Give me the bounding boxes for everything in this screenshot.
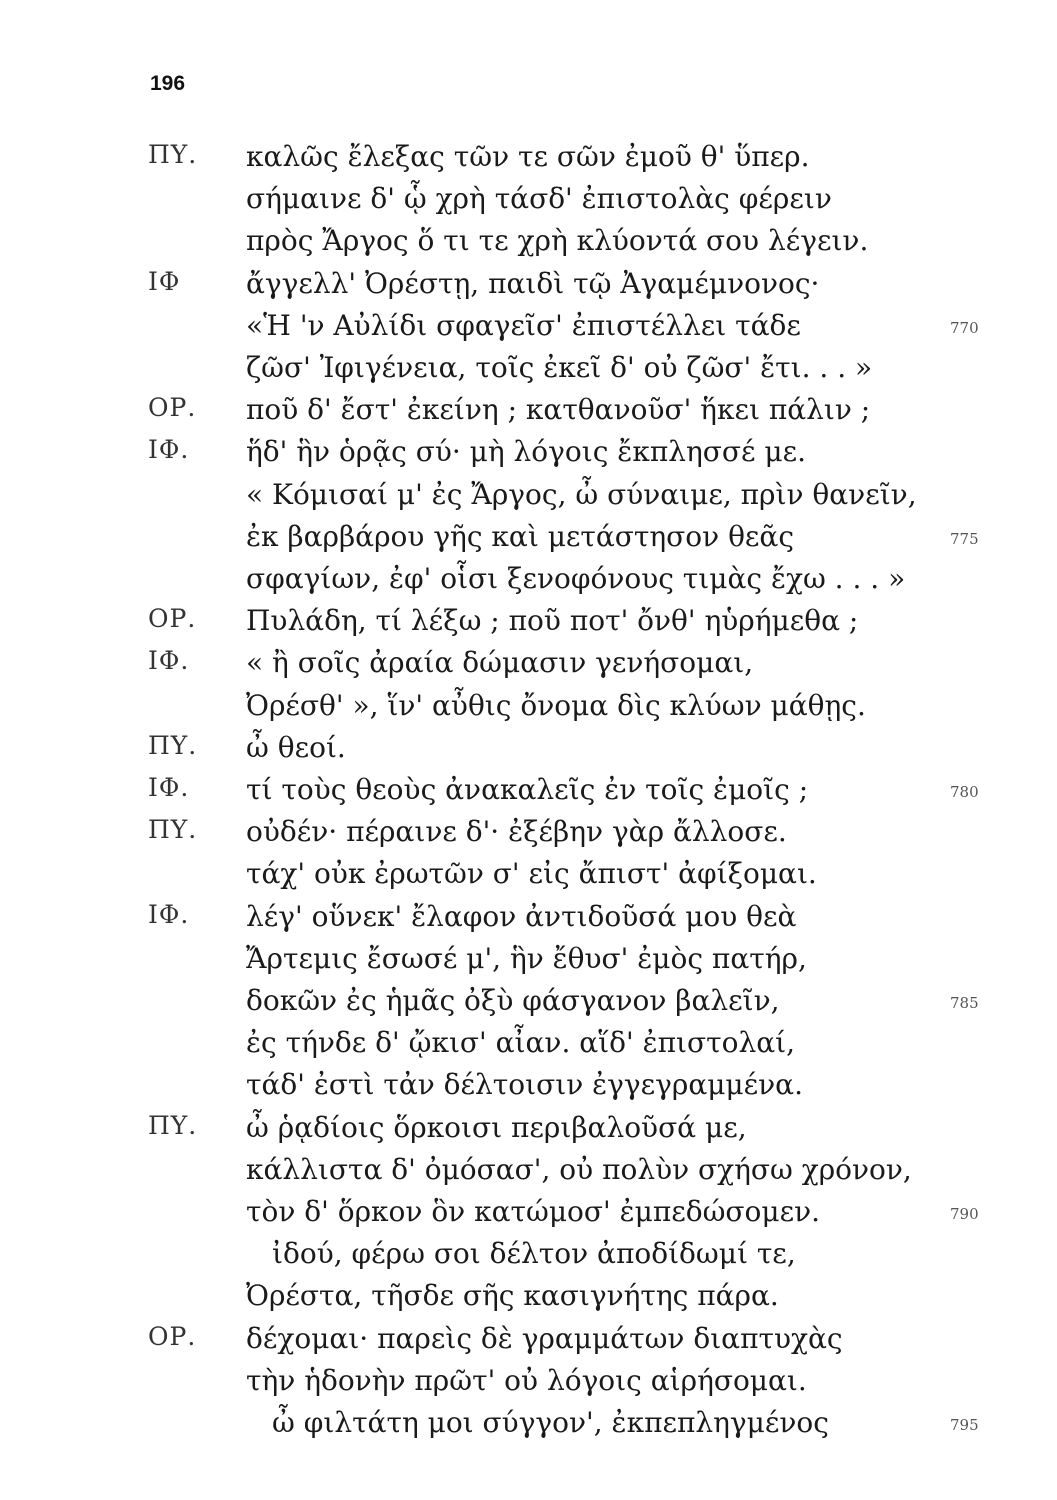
line-number: 780: [950, 783, 979, 801]
verse-text: λέγ' οὕνεκ' ἔλαφον ἀντιδοῦσά μου θεὰ: [246, 899, 797, 933]
line-number: 775: [950, 529, 979, 548]
verse-text: « ἢ σοῖς ἀραία δώμασιν γενήσομαι,: [246, 646, 754, 680]
verse-text: ἄγγελλ' Ὀρέστῃ, παιδὶ τῷ Ἀγαμέμνονος·: [246, 266, 820, 300]
verse-text: σήμαινε δ' ᾧ χρὴ τάσδ' ἐπιστολὰς φέρειν: [246, 182, 832, 216]
verse-line: [0, 1153, 1057, 1195]
verse-text: τί τοὺς θεοὺς ἀνακαλεῖς ἐν τοῖς ἐμοῖς ;: [246, 773, 809, 806]
verse-line: [0, 1364, 1057, 1406]
verse-line: [0, 1279, 1057, 1321]
verse-text: ζῶσ' Ἰφιγένεια, τοῖς ἐκεῖ δ' οὐ ζῶσ' ἔτι. . . »: [246, 351, 873, 384]
speaker-label: ΟΡ.: [148, 1321, 197, 1351]
verse-line: [0, 1406, 1057, 1448]
verse-text: Ἄρτεμις ἔσωσέ μ', ἣν ἔθυσ' ἐμὸς πατήρ,: [246, 941, 807, 975]
page-number: 196: [150, 72, 186, 95]
verse-line: [0, 393, 1057, 435]
verse-text: κάλλιστα δ' ὀμόσασ', οὐ πολὺν σχήσω χρόνον,: [246, 1152, 912, 1186]
verse-line: [0, 815, 1057, 857]
verse-text: ὦ ῥᾳδίοις ὅρκοισι περιβαλοῦσά με,: [246, 1110, 747, 1144]
speaker-label: ΟΡ.: [148, 604, 197, 634]
speaker-label: ΠΥ.: [148, 730, 198, 760]
verse-line: [0, 942, 1057, 984]
speaker-label: ΙΦ.: [148, 899, 190, 929]
verse-text: ἐς τήνδε δ' ᾤκισ' αἶαν. αἵδ' ἐπιστολαί,: [246, 1026, 795, 1060]
verse-text: δέχομαι· παρεὶς δὲ γραμμάτων διαπτυχὰς: [246, 1321, 843, 1355]
line-number: 785: [950, 994, 979, 1012]
line-number: 790: [950, 1205, 979, 1223]
verse-line: [0, 689, 1057, 731]
verse-text: τὴν ἡδονὴν πρῶτ' οὐ λόγοις αἱρήσομαι.: [246, 1363, 807, 1397]
speaker-label: ΙΦ: [148, 266, 181, 296]
verse-text: ὦ φιλτάτη μοι σύγγον', ἐκπεπληγμένος: [272, 1406, 829, 1439]
verse-text: οὐδέν· πέραινε δ'· ἐξέβην γὰρ ἄλλοσε.: [246, 815, 787, 849]
speaker-label: ΙΦ.: [148, 435, 190, 465]
verse-text: Ὀρέσθ' », ἵν' αὖθις ὄνομα δὶς κλύων μάθῃς.: [246, 688, 866, 722]
verse-text: ἥδ' ἣν ὁρᾷς σύ· μὴ λόγοις ἔκπλησσέ με.: [246, 435, 806, 469]
verse-text: «Ἡ 'ν Αὐλίδι σφαγεῖσ' ἐπιστέλλει τάδε: [246, 308, 801, 342]
verse-line: [0, 562, 1057, 604]
verse-line: [0, 140, 1057, 182]
verse-line: [0, 520, 1057, 562]
line-number: 770: [950, 318, 979, 337]
line-number: 795: [950, 1416, 979, 1434]
verse-text: τάχ' οὐκ ἐρωτῶν σ' εἰς ἄπιστ' ἀφίξομαι.: [246, 857, 817, 891]
verse-line: [0, 731, 1057, 773]
speaker-label: ΟΡ.: [148, 393, 197, 423]
verse-text: ὦ θεοί.: [246, 730, 346, 764]
verse-line: [0, 1195, 1057, 1237]
speaker-label: ΠΥ.: [148, 815, 198, 845]
verse-line: [0, 1111, 1057, 1153]
verse-line: [0, 984, 1057, 1026]
verse-text: πρὸς Ἄργος ὅ τι τε χρὴ κλύοντά σου λέγειν.: [246, 224, 869, 258]
verse-text: ποῦ δ' ἔστ' ἐκείνη ; κατθανοῦσ' ἥκει πάλιν ;: [246, 393, 871, 427]
speaker-label: ΙΦ.: [148, 646, 190, 676]
verse-text: « Κόμισαί μ' ἐς Ἄργος, ὦ σύναιμε, πρὶν θανεῖν,: [246, 477, 917, 511]
verse-line: [0, 773, 1057, 815]
verse-text: τὸν δ' ὅρκον ὃν κατώμοσ' ἐμπεδώσομεν.: [246, 1195, 821, 1228]
verse-line: [0, 182, 1057, 224]
verse-line: [0, 1322, 1057, 1364]
verse-text: ἐκ βαρβάρου γῆς καὶ μετάστησον θεᾶς: [246, 519, 795, 553]
verse-line: [0, 857, 1057, 899]
verse-text: σφαγίων, ἐφ' οἷσι ξενοφόνους τιμὰς ἔχω . . . »: [246, 562, 906, 595]
verse-text: δοκῶν ἐς ἡμᾶς ὀξὺ φάσγανον βαλεῖν,: [246, 984, 780, 1017]
verse-line: [0, 351, 1057, 393]
speaker-label: ΙΦ.: [148, 773, 190, 802]
verse-text: Πυλάδη, τί λέξω ; ποῦ ποτ' ὄνθ' ηὑρήμεθα ;: [246, 604, 859, 638]
verse-line: [0, 267, 1057, 309]
speaker-label: ΠΥ.: [148, 1110, 198, 1140]
speaker-label: ΠΥ.: [148, 140, 198, 169]
verse-line: [0, 604, 1057, 646]
verse-line: [0, 478, 1057, 520]
verse-line: [0, 435, 1057, 477]
verse-line: [0, 224, 1057, 266]
verse-text: καλῶς ἔλεξας τῶν τε σῶν ἐμοῦ θ' ὕπερ.: [246, 140, 810, 173]
verse-line: [0, 1026, 1057, 1068]
verse-line: [0, 1237, 1057, 1279]
verse-line: [0, 1068, 1057, 1110]
verse-text: τάδ' ἐστὶ τἀν δέλτοισιν ἐγγεγραμμένα.: [246, 1068, 803, 1102]
verse-line: [0, 309, 1057, 351]
verse-text: Ὀρέστα, τῆσδε σῆς κασιγνήτης πάρα.: [246, 1279, 779, 1313]
verse-line: [0, 646, 1057, 688]
verse-line: [0, 900, 1057, 942]
verse-text: ἰδού, φέρω σοι δέλτον ἀποδίδωμί τε,: [272, 1237, 796, 1271]
